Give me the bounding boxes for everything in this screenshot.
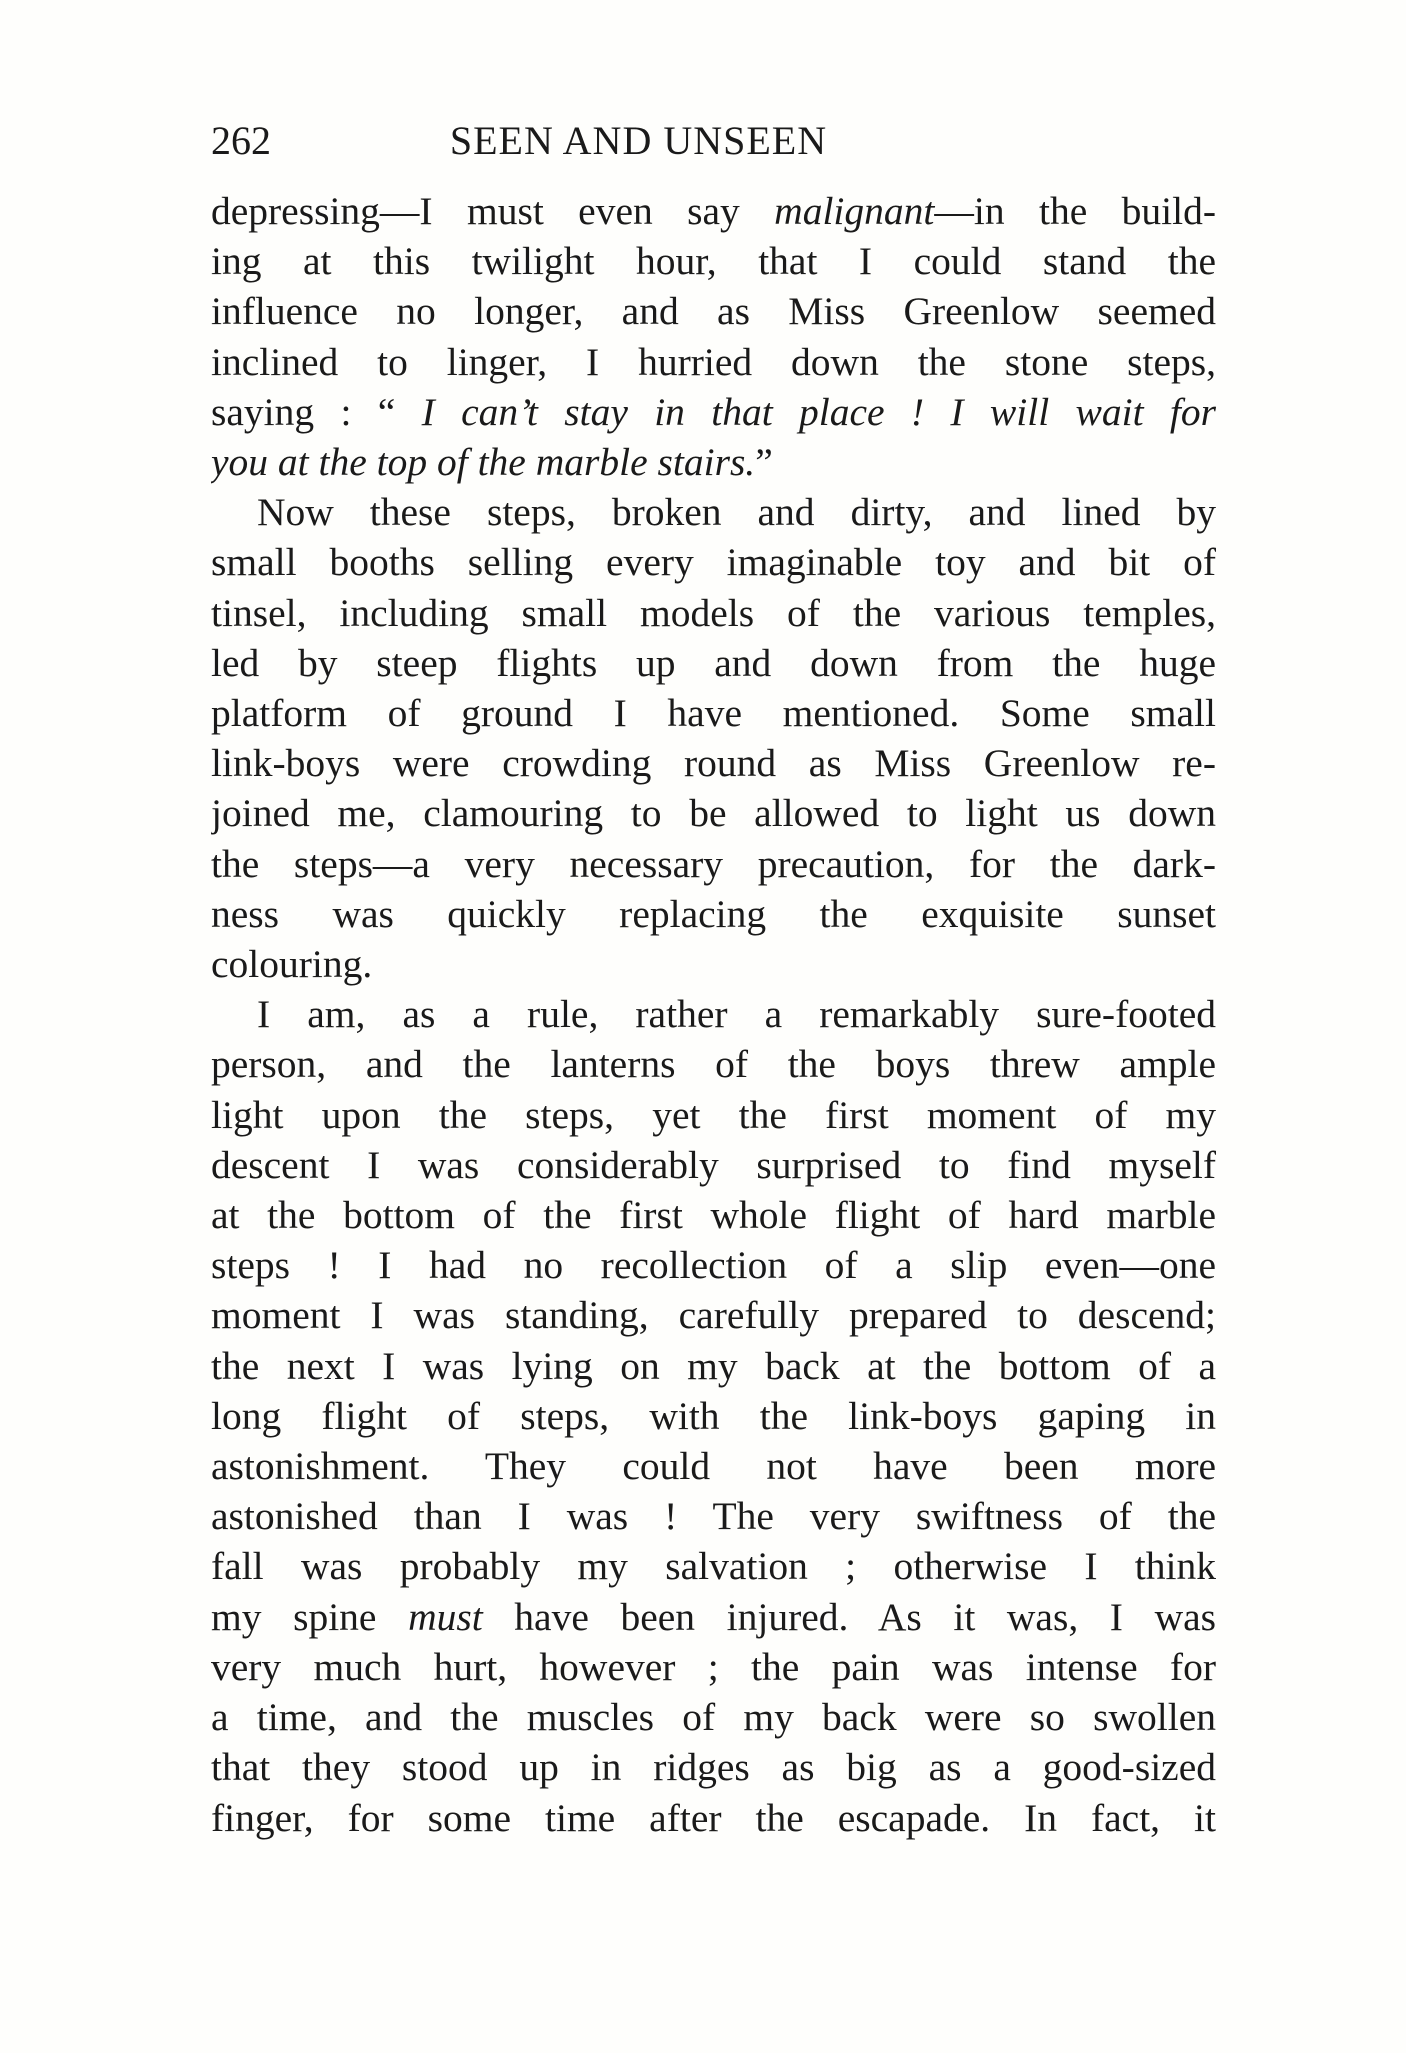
text-line: link-boys were crowding round as Miss Greenlow re- bbox=[211, 741, 1216, 786]
text-line: influence no longer, and as Miss Greenlow seemed bbox=[211, 289, 1216, 334]
italic-text: must bbox=[408, 1594, 483, 1639]
text-line: platform of ground I have mentioned. Some small bbox=[211, 691, 1216, 736]
text-line: you at the top of the marble stairs.” bbox=[211, 440, 773, 485]
text-line: Now these steps, broken and dirty, and lined by bbox=[257, 490, 1216, 535]
text-line: saying : “ I can’t stay in that place ! I will wait for bbox=[211, 389, 1216, 434]
text-line: depressing—I must even say malignant—in the build- bbox=[211, 189, 1216, 233]
text-line: joined me, clamouring to be allowed to light us down bbox=[211, 791, 1216, 836]
text-line: steps ! I had no recollection of a slip even—one bbox=[211, 1243, 1216, 1288]
text-line: very much hurt, however ; the pain was intense for bbox=[211, 1644, 1216, 1689]
text-line: person, and the lanterns of the boys threw ample bbox=[211, 1042, 1216, 1087]
running-head bbox=[211, 116, 1216, 166]
text-line: finger, for some time after the escapade. In fact, it bbox=[211, 1795, 1216, 1840]
text-line: led by steep flights up and down from the huge bbox=[211, 640, 1216, 685]
paragraph bbox=[211, 186, 1216, 487]
text-line: a time, and the muscles of my back were so swollen bbox=[211, 1695, 1216, 1740]
text-line: tinsel, including small models of the various temples, bbox=[211, 590, 1216, 635]
text-line: the steps—a very necessary precaution, for the dark- bbox=[211, 841, 1216, 886]
text-line: ing at this twilight hour, that I could stand the bbox=[211, 239, 1216, 284]
paragraph bbox=[211, 487, 1216, 989]
text-line: astonishment. They could not have been more bbox=[211, 1444, 1216, 1489]
text-line: inclined to linger, I hurried down the stone steps, bbox=[211, 339, 1216, 384]
italic-text: I can’t stay in that place ! I will wait for bbox=[421, 389, 1216, 434]
text-line: small booths selling every imaginable toy and bit of bbox=[211, 540, 1216, 585]
text-line: long flight of steps, with the link-boys gaping in bbox=[211, 1393, 1216, 1438]
text-line: moment I was standing, carefully prepared to descend; bbox=[211, 1293, 1216, 1338]
running-title: SEEN AND UNSEEN bbox=[449, 118, 828, 163]
text-line: colouring. bbox=[211, 942, 373, 987]
text-line: the next I was lying on my back at the bottom of a bbox=[211, 1343, 1216, 1388]
italic-text: malignant bbox=[774, 189, 935, 233]
text-line: light upon the steps, yet the first moment of my bbox=[211, 1092, 1216, 1137]
text-line: at the bottom of the first whole flight of hard marble bbox=[211, 1193, 1216, 1238]
italic-text: you at the top of the marble stairs. bbox=[211, 440, 756, 485]
page-number: 262 bbox=[211, 118, 271, 163]
text-line: that they stood up in ridges as big as a good-sized bbox=[211, 1745, 1216, 1790]
text-line: I am, as a rule, rather a remarkably sure-footed bbox=[257, 992, 1216, 1037]
paragraph bbox=[211, 989, 1216, 1842]
text-line: my spine must have been injured. As it was, I was bbox=[211, 1594, 1216, 1639]
text-line: fall was probably my salvation ; otherwise I think bbox=[211, 1544, 1216, 1589]
body-text bbox=[211, 186, 1216, 1843]
text-line: astonished than I was ! The very swiftness of the bbox=[211, 1494, 1216, 1539]
text-line: descent I was considerably surprised to find myself bbox=[211, 1142, 1216, 1187]
text-line: ness was quickly replacing the exquisite sunset bbox=[211, 891, 1216, 936]
